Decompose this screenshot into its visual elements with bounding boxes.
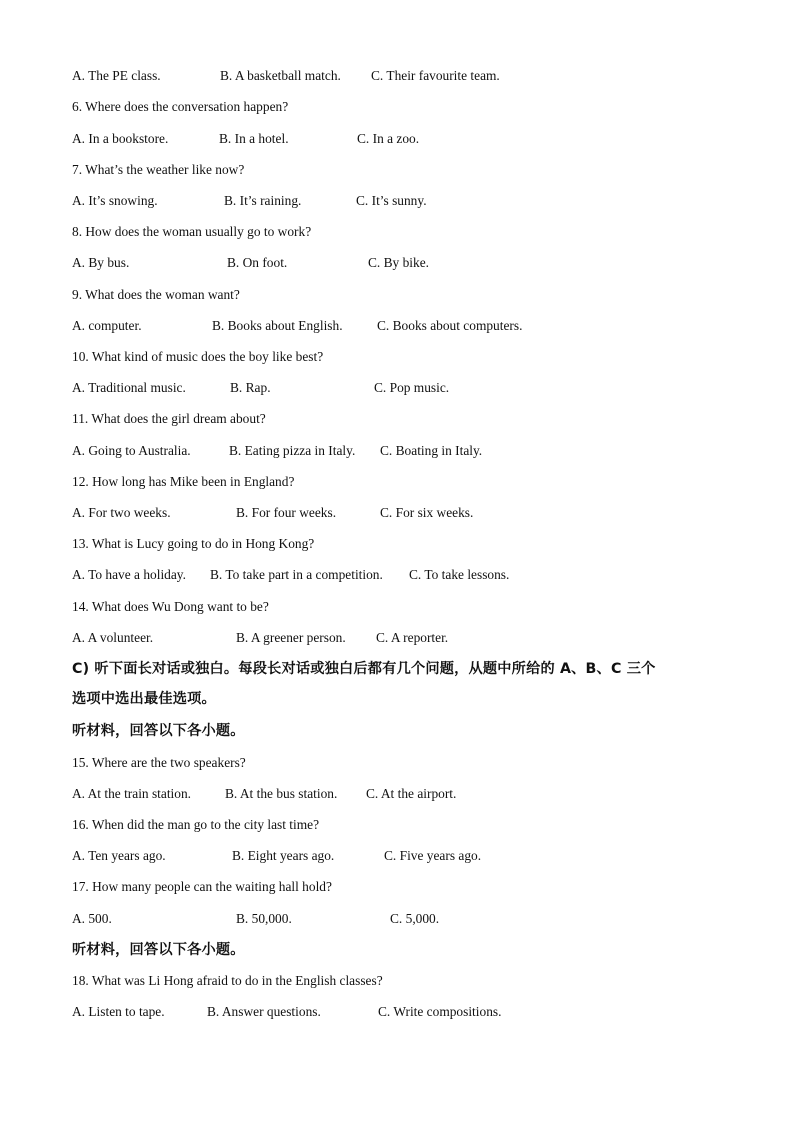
q17-option-c: C. 5,000.	[390, 911, 440, 926]
q9-option-b: B. Books about English.	[212, 318, 343, 333]
section-c-instruction-line2: 选项中选出最佳选项。	[72, 691, 216, 707]
q15-option-c: C. At the airport.	[366, 786, 457, 801]
q9-option-a: A. computer.	[72, 318, 142, 333]
q11-option-a: A. Going to Australia.	[72, 443, 191, 458]
q10-option-b: B. Rap.	[230, 380, 271, 395]
q11-option-b: B. Eating pizza in Italy.	[229, 443, 356, 458]
q9-option-c: C. Books about computers.	[377, 318, 523, 333]
q11-question: 11. What does the girl dream about?	[72, 411, 266, 426]
q10-question: 10. What kind of music does the boy like best?	[72, 349, 324, 364]
q16-option-c: C. Five years ago.	[384, 848, 482, 863]
q6-option-c: C. In a zoo.	[357, 131, 420, 146]
q15-question: 15. Where are the two speakers?	[72, 755, 246, 770]
q6-question: 6. Where does the conversation happen?	[72, 99, 289, 114]
q14-option-b: B. A greener person.	[236, 630, 346, 645]
q14-option-a: A. A volunteer.	[72, 630, 154, 645]
q9-question: 9. What does the woman want?	[72, 287, 240, 302]
q13-option-a: A. To have a holiday.	[72, 567, 186, 582]
q15-option-b: B. At the bus station.	[225, 786, 338, 801]
q6-option-a: A. In a bookstore.	[72, 131, 169, 146]
q18-option-b: B. Answer questions.	[207, 1004, 321, 1019]
q16-option-a: A. Ten years ago.	[72, 848, 166, 863]
q8-question: 8. How does the woman usually go to work?	[72, 224, 312, 239]
q18-option-a: A. Listen to tape.	[72, 1004, 165, 1019]
q16-question: 16. When did the man go to the city last time?	[72, 817, 320, 832]
q12-option-b: B. For four weeks.	[236, 505, 337, 520]
q14-option-c: C. A reporter.	[376, 630, 449, 645]
q5-option-b: B. A basketball match.	[220, 68, 341, 83]
q7-option-a: A. It’s snowing.	[72, 193, 158, 208]
q13-question: 13. What is Lucy going to do in Hong Kong?	[72, 536, 315, 551]
q8-option-c: C. By bike.	[368, 255, 430, 270]
q17-option-a: A. 500.	[72, 911, 112, 926]
q18-option-c: C. Write compositions.	[378, 1004, 502, 1019]
q7-question: 7. What’s the weather like now?	[72, 162, 245, 177]
material-heading-2: 听材料，回答以下各小题。	[72, 942, 245, 958]
q15-option-a: A. At the train station.	[72, 786, 192, 801]
q13-option-c: C. To take lessons.	[409, 567, 510, 582]
q11-option-c: C. Boating in Italy.	[380, 443, 483, 458]
q18-question: 18. What was Li Hong afraid to do in the English classes?	[72, 973, 383, 988]
q10-option-c: C. Pop music.	[374, 380, 450, 395]
q17-question: 17. How many people can the waiting hall hold?	[72, 879, 332, 894]
section-c-instruction-line1: C) 听下面长对话或独白。每段长对话或独白后都有几个问题，从题中所给的 A、B、C 三个	[72, 661, 656, 677]
q6-option-b: B. In a hotel.	[219, 131, 289, 146]
q8-option-b: B. On foot.	[227, 255, 288, 270]
q12-question: 12. How long has Mike been in England?	[72, 474, 295, 489]
q8-option-a: A. By bus.	[72, 255, 130, 270]
q5-option-c: C. Their favourite team.	[371, 68, 500, 83]
q16-option-b: B. Eight years ago.	[232, 848, 335, 863]
q7-option-c: C. It’s sunny.	[356, 193, 427, 208]
q12-option-c: C. For six weeks.	[380, 505, 474, 520]
q7-option-b: B. It’s raining.	[224, 193, 302, 208]
q13-option-b: B. To take part in a competition.	[210, 567, 383, 582]
q12-option-a: A. For two weeks.	[72, 505, 171, 520]
material-heading-1: 听材料，回答以下各小题。	[72, 723, 245, 739]
q5-option-a: A. The PE class.	[72, 68, 161, 83]
q17-option-b: B. 50,000.	[236, 911, 292, 926]
q10-option-a: A. Traditional music.	[72, 380, 186, 395]
q14-question: 14. What does Wu Dong want to be?	[72, 599, 269, 614]
